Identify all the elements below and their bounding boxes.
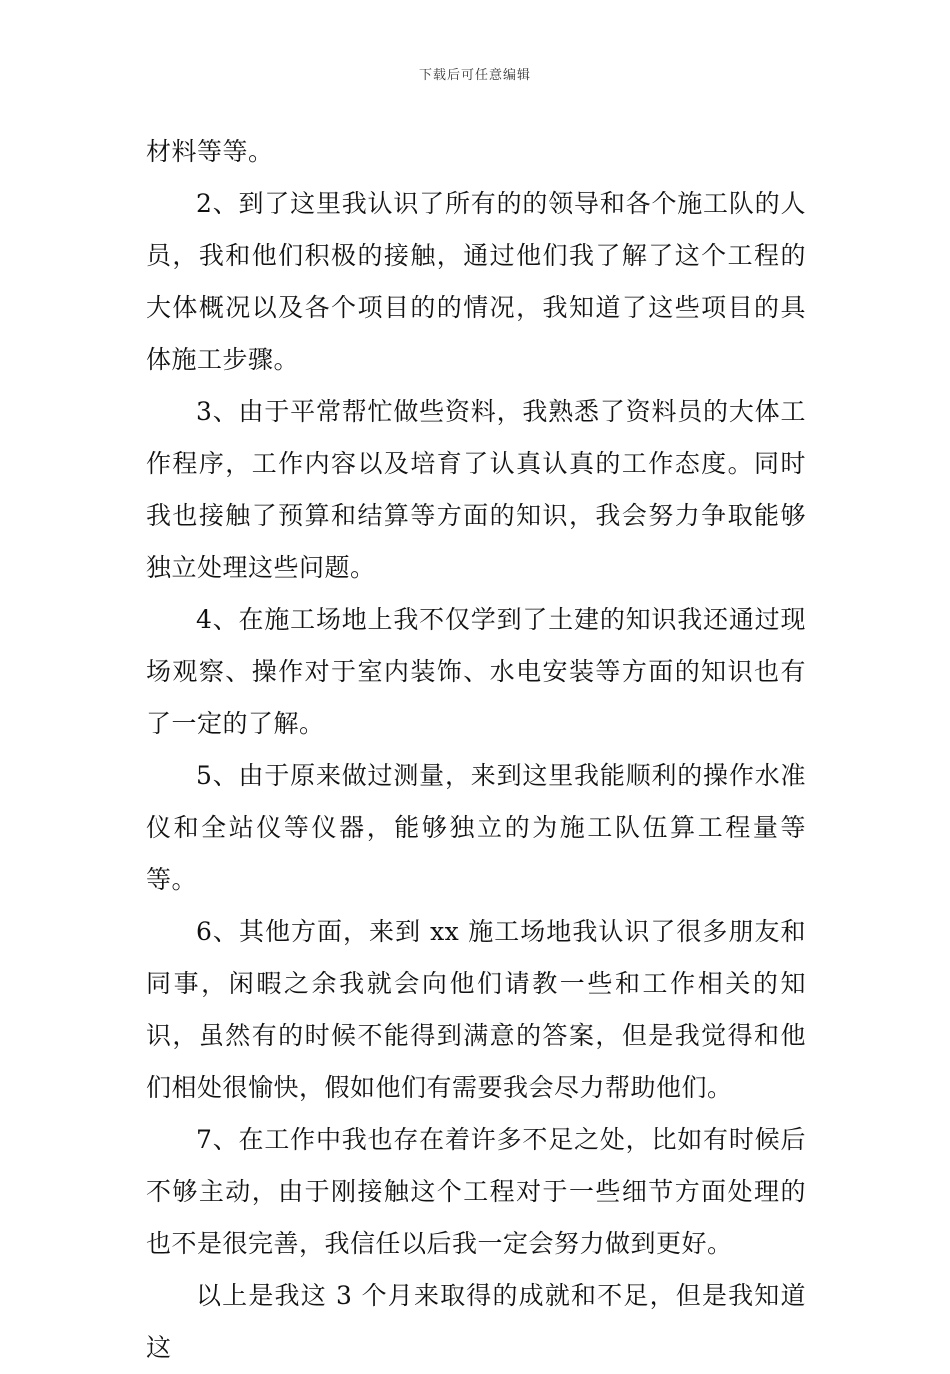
paragraph-summary: 以上是我这 3 个月来取得的成就和不足，但是我知道这 [146,1281,806,1362]
paragraph-item-5: 5、由于原来做过测量，来到这里我能顺利的操作水准仪和全站仪等仪器，能够独立的为施工队伍算工程量等等。 [146,761,806,894]
paragraph-item-7: 7、在工作中我也存在着许多不足之处，比如有时候后不够主动，由于刚接触这个工程对于一些细节方面处理的也不是很完善，我信任以后我一定会努力做到更好。 [146,1125,806,1258]
paragraph-continuation: 材料等等。 [146,137,274,166]
paragraph-item-3: 3、由于平常帮忙做些资料，我熟悉了资料员的大体工作程序，工作内容以及培育了认真认真的工作态度。同时我也接触了预算和结算等方面的知识，我会努力争取能够独立处理这些问题。 [146,397,806,582]
paragraph-item-4: 4、在施工场地上我不仅学到了土建的知识我还通过现场观察、操作对于室内装饰、水电安装等方面的知识也有了一定的了解。 [146,605,806,738]
page-header: 下载后可任意编辑 [418,68,531,83]
paragraph-item-6: 6、其他方面，来到 xx 施工场地我认识了很多朋友和同事，闲暇之余我就会向他们请教一些和工作相关的知识，虽然有的时候不能得到满意的答案，但是我觉得和他们相处很愉快，假如他们有需要我会尽力帮助他们。 [146,917,806,1102]
paragraph-item-2: 2、到了这里我认识了所有的的领导和各个施工队的人员，我和他们积极的接触，通过他们我了解了这个工程的大体概况以及各个项目的的情况，我知道了这些项目的具体施工步骤。 [146,189,806,374]
document-body [146,126,806,1374]
